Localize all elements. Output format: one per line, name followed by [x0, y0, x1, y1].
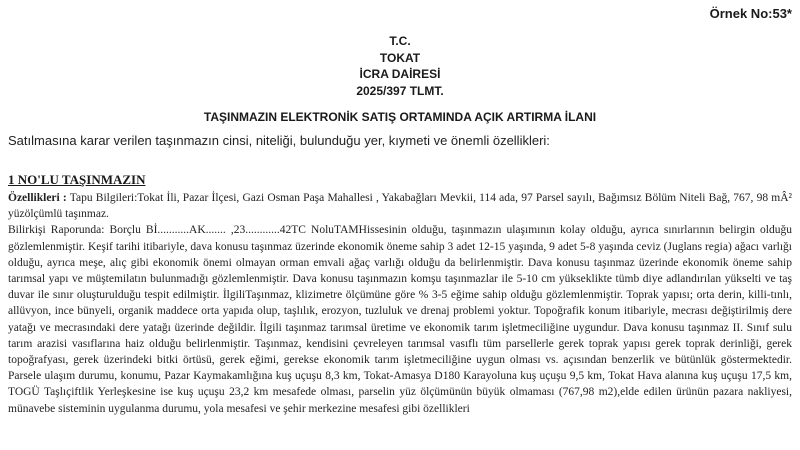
example-number: Örnek No:53* [709, 6, 792, 21]
office-line-tc: T.C. [389, 34, 411, 48]
expert-report-paragraph: Bilirkişi Raporunda: Borçlu Bİ...........AK....... ,23............42TC NoluTAMHissesinin olduğu, taşınmazın ulaşımının kolay olduğu, ayrıca sınırlarının belirgin olduğu gözlemlenmiştir. Keşif tarihi itibariyle, dava konusu taşınmaz üzerinde ekonomik öneme sahip 3 adet 12-15 yaşında, 9 adet 5-8 yaşında ceviz (Juglans regia) ağacı varlığı olduğu, ayrıca meşe, alıç gibi ekonomik önemi olmayan orman emvali ağaç varlığı olduğu da belirlenmiştir. Dava konusu taşınmaz üzerinde ekonomik öneme sahip tarımsal yapı ve müştemilatın bulunmadığı gözlemlenmiştir. Dava konusu taşınmazın komşu taşınmazlar ile 5-10 cm yükseklikte tümb diye adlandırılan yükselti ve taş duvar ile sınır oluşturulduğu tespit edilmiştir. İlgiliTaşınmaz, klizimetre ölçümüne göre % 3-5 eğime sahip olduğu gözlemlenmiştir. Toprak yapısı; orta derin, killi-tınlı, allüvyon, ince bünyeli, organik maddece orta yapıda olup, taşlılık, erozyon, tuzluluk ve drenaj problemi yoktur. Topoğrafik konum itibariyle, mecrası değiştirilmiş dere yatağı ve mecrasındaki dere yatağı üzerinde değildir. İlgili taşınmaz tarımsal üretime ve ekonomik tarım işletmeciliğine uygundur. Dava konusu taşınmaz II. Sınıf sulu tarım arazisi vasıflarına haiz olduğu belirlenmiştir. Taşınmaz, kendisini çevreleyen tarımsal vasıflı tüm parsellerle gerek toprak yapısı gerek toprak derinliği, gerek topoğrafyası, gerek üzerindeki bitki örtüsü, gerek eğimi, gerekse ekonomik tarım işletmeciliğine uygun olması vs. açısından benzerlik ve bütünlük göstermektedir. Parsele ulaşım durumu, konumu, Pazar Kaymakamlığına kuş uçuşu 8,3 km, Tokat-Amasya D180 Karayoluna kuş uçuşu 9,5 km, Tokat Hava alanına kuş uçuşu 17,5 km, TOGÜ Taşlıçiftlik Yerleşkesine ise kuş uçuşu 23,2 km mesafede olması, parselin yüz ölçümünün büyük olmaması (767,98 m2),elde edilen ürünün pazara nakliyesi, münavebe sisteminin uygulanma durumu, yola mesafesi ve şehir merkezine mesafesi gibi özellikleri [8, 224, 792, 415]
office-line-city: TOKAT [379, 50, 421, 65]
properties-paragraph [8, 190, 792, 222]
document-title: TAŞINMAZIN ELEKTRONİK SATIŞ ORTAMINDA AÇIK ARTIRMA İLANI [203, 110, 597, 124]
office-line-case-number: 2025/397 TLMT. [356, 83, 444, 98]
section-body [8, 190, 792, 417]
intro-text: Satılmasına karar verilen taşınmazın cinsi, niteliği, bulunduğu yer, kıymeti ve önemli özellikleri: [8, 133, 550, 148]
office-line-department: İCRA DAİRESİ [359, 67, 441, 81]
properties-text: Tapu Bilgileri:Tokat İli, Pazar İlçesi, Gazi Osman Paşa Mahallesi , Yakabağları Mevkii, 114 ada, 97 Parsel sayılı, Bağımsız Bölüm Niteli Bağ, 767, 98 mÂ² yüzölçümlü taşınmaz. [8, 192, 792, 221]
section-heading: 1 NO'LU TAŞINMAZIN [8, 172, 146, 187]
properties-label: Özellikleri : [8, 192, 67, 204]
office-header [0, 33, 800, 99]
